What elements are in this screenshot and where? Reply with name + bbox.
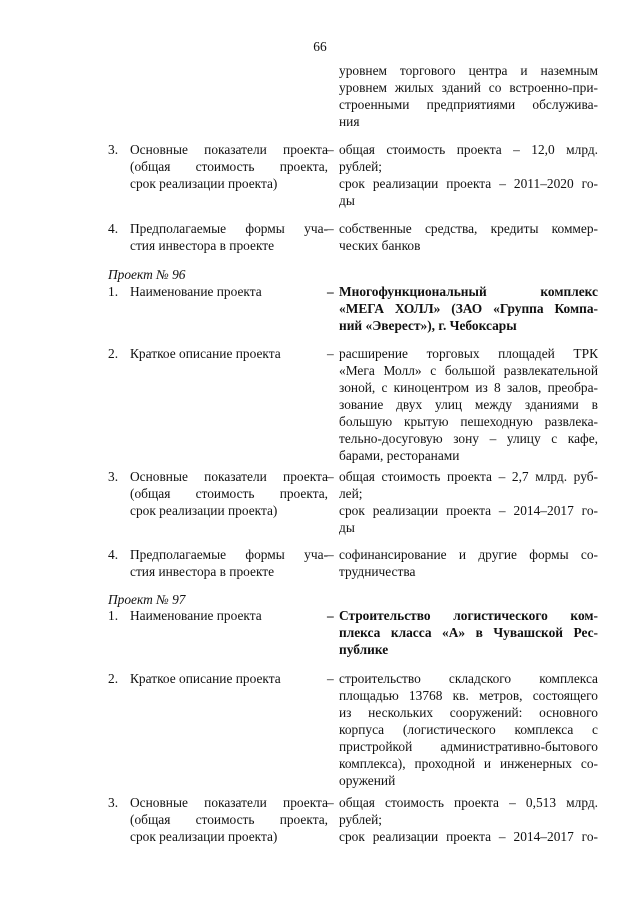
dash: – bbox=[327, 547, 334, 562]
item-value: собственные средства, кредиты коммер- ческих банков bbox=[339, 221, 598, 253]
item-value: общая стоимость проекта – 0,513 млрд. рублей; срок реализации проекта – 2014–2017 го- bbox=[339, 795, 598, 844]
item-number: 1. bbox=[108, 608, 119, 623]
text-line: уровнем торгового центра и наземным bbox=[339, 63, 598, 78]
dash: – bbox=[327, 346, 334, 361]
item-value: общая стоимость проекта – 12,0 млрд. рублей; срок реализации проекта – 2011–2020 го- ды bbox=[339, 142, 598, 208]
dash: – bbox=[327, 795, 334, 810]
item-number: 3. bbox=[108, 469, 119, 484]
text-line: ния bbox=[339, 114, 360, 129]
item-number: 4. bbox=[108, 221, 119, 236]
item-label: Наименование проекта bbox=[130, 608, 262, 623]
item-label: Основные показатели проекта (общая стоимость проекта, срок реализации проекта) bbox=[130, 142, 328, 191]
dash: – bbox=[327, 469, 334, 484]
item-number: 1. bbox=[108, 284, 119, 299]
item-number: 4. bbox=[108, 547, 119, 562]
dash: – bbox=[327, 284, 334, 299]
dash: – bbox=[327, 671, 334, 686]
text-line: уровнем жилых зданий со встроенно-при- bbox=[339, 80, 598, 95]
dash: – bbox=[327, 608, 334, 623]
item-value: расширение торговых площадей ТРК «Мега Молл» с большой развлекательной зоной, с киноцентром из 8 залов, преобра- зование двух улиц между зданиями в большую крытую пешеходную развлека- тельно-досуговую зону – улицу с кафе, барами, ресторанами bbox=[339, 346, 598, 463]
project-heading: Проект № 96 bbox=[108, 267, 186, 282]
item-label: Краткое описание проекта bbox=[130, 671, 281, 686]
dash: – bbox=[327, 142, 334, 157]
project-heading: Проект № 97 bbox=[108, 592, 186, 607]
item-label: Предполагаемые формы уча- стия инвестора в проекте bbox=[130, 547, 328, 579]
item-number: 3. bbox=[108, 142, 119, 157]
page-number: 66 bbox=[313, 39, 327, 54]
item-value: строительство складского комплекса площадью 13768 кв. метров, состоящего из нескольких сооружений: основного корпуса (логистического комплекса с пристройкой административно-бытового комплекса), проходной и инженерных со- оружений bbox=[339, 671, 598, 788]
item-value: софинансирование и другие формы со- трудничества bbox=[339, 547, 598, 579]
text-line: строенными предприятиями обслужива- bbox=[339, 97, 598, 112]
item-label: Краткое описание проекта bbox=[130, 346, 281, 361]
item-value: Многофункциональный комплекс «МЕГА ХОЛЛ» (ЗАО «Группа Компа- ний «Эверест»), г. Чебоксары bbox=[339, 284, 598, 333]
item-number: 2. bbox=[108, 671, 119, 686]
dash: – bbox=[327, 221, 334, 236]
item-number: 2. bbox=[108, 346, 119, 361]
item-value: общая стоимость проекта – 2,7 млрд. руб- лей; срок реализации проекта – 2014–2017 го- ды bbox=[339, 469, 598, 535]
item-label: Предполагаемые формы уча- стия инвестора в проекте bbox=[130, 221, 328, 253]
item-label: Основные показатели проекта (общая стоимость проекта, срок реализации проекта) bbox=[130, 469, 328, 518]
item-value: Строительство логистического ком- плекса класса «А» в Чувашской Рес- публике bbox=[339, 608, 598, 657]
item-number: 3. bbox=[108, 795, 119, 810]
item-label: Основные показатели проекта (общая стоимость проекта, срок реализации проекта) bbox=[130, 795, 328, 844]
item-label: Наименование проекта bbox=[130, 284, 262, 299]
